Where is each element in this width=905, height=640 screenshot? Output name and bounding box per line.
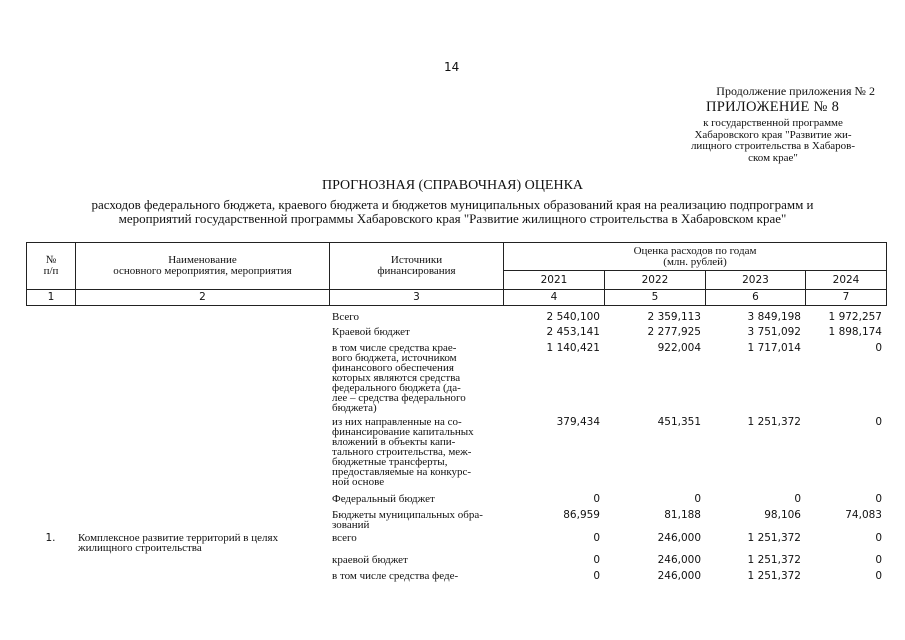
row-value: 0 <box>593 532 600 544</box>
row-source-line: зований <box>332 519 370 531</box>
table-header <box>26 242 887 306</box>
table-row <box>26 311 886 326</box>
row-source <box>329 342 503 416</box>
row-name <box>75 326 329 342</box>
column-number: 6 <box>706 290 806 306</box>
header-number <box>27 243 76 290</box>
header-name-line: основного мероприятия, мероприятия <box>113 265 292 277</box>
row-value: 1 251,372 <box>747 554 801 566</box>
document-subtitle-line: расходов федерального бюджета, краевого бюджета и бюджетов муниципальных образований края на реализацию подпрограмм и <box>91 197 814 212</box>
row-source-line: которых являются средства <box>332 372 461 384</box>
header-year: 2021 <box>504 271 605 290</box>
document-subtitle <box>20 198 885 225</box>
table-row <box>26 532 886 554</box>
row-value: 3 849,198 <box>747 311 801 323</box>
row-value: 1 717,014 <box>747 342 801 354</box>
row-number <box>26 342 75 416</box>
row-number <box>26 554 75 570</box>
row-value: 922,004 <box>657 342 701 354</box>
row-value: 2 540,100 <box>546 311 600 323</box>
row-source <box>329 416 503 493</box>
row-name <box>75 493 329 509</box>
appendix-subtitle-line: ском крае" <box>748 151 798 164</box>
row-source-line: всего <box>332 532 357 544</box>
row-source-line: финансирование капитальных <box>332 426 474 438</box>
header-number-line: п/п <box>43 265 59 277</box>
row-number <box>26 326 75 342</box>
header-year: 2024 <box>806 271 887 290</box>
row-value: 0 <box>593 570 600 582</box>
table-row <box>26 326 886 342</box>
row-source-line: федерального бюджета (да- <box>332 382 461 394</box>
header-name <box>76 243 330 290</box>
row-source <box>329 493 503 509</box>
row-value: 1 140,421 <box>546 342 600 354</box>
row-source-line: из них направленные на со- <box>332 416 462 428</box>
row-value: 246,000 <box>657 532 701 544</box>
row-name <box>75 570 329 586</box>
row-value: 0 <box>875 532 882 544</box>
header-estimate-line: Оценка расходов по годам <box>633 244 757 257</box>
row-name <box>75 311 329 326</box>
row-value: 3 751,092 <box>747 326 801 338</box>
row-value: 0 <box>875 493 882 505</box>
table-row <box>26 509 886 532</box>
row-value: 246,000 <box>657 570 701 582</box>
table-row <box>26 342 886 416</box>
row-source-line: финансового обеспечения <box>332 362 454 374</box>
column-number: 4 <box>504 290 605 306</box>
row-number: 1. <box>45 532 56 544</box>
row-value: 81,188 <box>664 509 701 521</box>
row-value: 246,000 <box>657 554 701 566</box>
row-value: 0 <box>593 493 600 505</box>
row-value: 451,351 <box>657 416 701 428</box>
column-number: 5 <box>605 290 706 306</box>
row-source-line: бюджета) <box>332 402 377 414</box>
row-source <box>329 509 503 532</box>
row-value: 86,959 <box>563 509 600 521</box>
row-value: 1 972,257 <box>828 311 882 323</box>
row-name-line: Комплексное развитие территорий в целях <box>78 532 279 544</box>
table-body <box>26 311 886 586</box>
column-number: 7 <box>806 290 887 306</box>
header-source-line: финансирования <box>377 265 456 277</box>
appendix-subtitle <box>668 118 878 164</box>
row-value: 0 <box>875 570 882 582</box>
row-value: 0 <box>794 493 801 505</box>
header-source-line: Источники <box>390 254 443 266</box>
row-source <box>329 570 503 586</box>
row-source-line: предоставляемые на конкурс- <box>332 466 472 478</box>
header-year: 2022 <box>605 271 706 290</box>
row-source-line: Краевой бюджет <box>332 326 410 338</box>
row-number <box>26 416 75 493</box>
column-number: 1 <box>27 290 76 306</box>
row-value: 1 251,372 <box>747 416 801 428</box>
row-name-line: жилищного строительства <box>78 542 202 554</box>
row-source-line: бюджетные трансферты, <box>332 456 448 468</box>
table-row <box>26 493 886 509</box>
row-name <box>75 342 329 416</box>
row-value: 1 251,372 <box>747 532 801 544</box>
header-number-line: № <box>45 254 57 266</box>
row-value: 1 898,174 <box>828 326 882 338</box>
row-name <box>75 532 329 554</box>
document-subtitle-line: мероприятий государственной программы Хабаровского края "Развитие жилищного строительства в Хабаровском крае" <box>118 210 787 226</box>
row-number <box>26 509 75 532</box>
header-source <box>330 243 504 290</box>
row-name <box>75 416 329 493</box>
row-source <box>329 554 503 570</box>
data-table <box>26 311 886 586</box>
row-number <box>26 311 75 326</box>
column-number: 3 <box>330 290 504 306</box>
row-value: 0 <box>875 342 882 354</box>
row-source-line: краевой бюджет <box>332 554 408 566</box>
row-source <box>329 532 503 554</box>
row-number <box>26 570 75 586</box>
row-value: 1 251,372 <box>747 570 801 582</box>
row-source-line: вого бюджета, источником <box>332 352 457 364</box>
row-value: 0 <box>875 416 882 428</box>
row-name <box>75 554 329 570</box>
row-name <box>75 509 329 532</box>
row-source <box>329 311 503 326</box>
column-number: 2 <box>76 290 330 306</box>
row-value: 2 359,113 <box>647 311 701 323</box>
row-number <box>26 493 75 509</box>
row-source-line: тального строительства, меж- <box>332 446 472 458</box>
row-value: 379,434 <box>556 416 600 428</box>
appendix-subtitle-line: лищного строительства в Хабаров- <box>690 140 856 152</box>
row-value: 2 453,141 <box>546 326 600 338</box>
row-value: 74,083 <box>845 509 882 521</box>
continuation-note: Продолжение приложения № 2 <box>716 84 875 98</box>
row-source-line: Бюджеты муниципальных обра- <box>332 509 483 521</box>
row-value: 0 <box>875 554 882 566</box>
row-value: 0 <box>593 554 600 566</box>
row-source-line: в том числе средства крае- <box>332 342 457 354</box>
row-value: 0 <box>694 493 701 505</box>
row-value: 2 277,925 <box>647 326 701 338</box>
row-value: 98,106 <box>764 509 801 521</box>
row-source-line: вложений в объекты капи- <box>332 436 456 448</box>
row-source-line: в том числе средства феде- <box>332 570 459 582</box>
row-source-line: лее – средства федерального <box>332 392 466 404</box>
table-row <box>26 570 886 586</box>
header-name-line: Наименование <box>168 254 237 266</box>
page-number: 14 <box>444 60 460 74</box>
document-title: ПРОГНОЗНАЯ (СПРАВОЧНАЯ) ОЦЕНКА <box>321 178 584 193</box>
header-estimate <box>504 243 887 271</box>
appendix-subtitle-line: Хабаровского края "Развитие жи- <box>694 128 852 141</box>
row-source-line: ной основе <box>332 476 385 488</box>
appendix-title: ПРИЛОЖЕНИЕ № 8 <box>706 99 840 115</box>
table-row <box>26 554 886 570</box>
appendix-subtitle-line: к государственной программе <box>703 117 843 129</box>
row-source-line: Всего <box>332 311 359 323</box>
header-estimate-line: (млн. рублей) <box>663 255 727 268</box>
row-source <box>329 326 503 342</box>
table-row <box>26 416 886 493</box>
header-year: 2023 <box>706 271 806 290</box>
row-source-line: Федеральный бюджет <box>332 493 435 505</box>
